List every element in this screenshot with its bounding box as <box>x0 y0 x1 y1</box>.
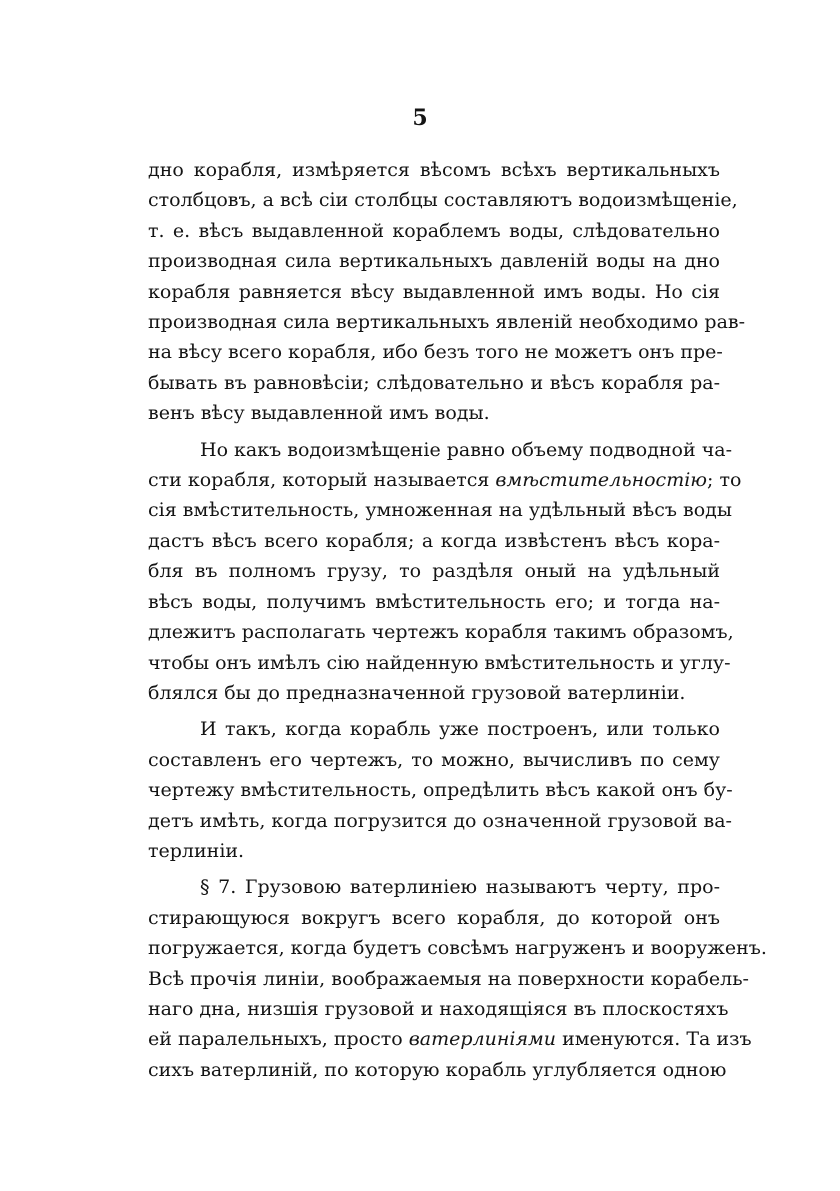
text-line: сихъ ватерлиній, по которую корабль углубляется одною <box>148 1058 727 1081</box>
text-line: блялся бы до предназначенной грузовой ватерлиніи. <box>148 681 686 704</box>
text-line: на вѣсу всего корабля, ибо безъ того не можетъ онъ пре- <box>148 341 723 364</box>
text-line: Но какъ водоизмѣщеніе равно объему подводной ча- <box>200 438 733 461</box>
paragraph-2 <box>148 435 742 709</box>
italic-term: вмѣстительностію <box>495 469 708 492</box>
paragraph-section-7 <box>148 872 767 1085</box>
text-line: производная сила вертикальныхъ явленій необходимо рав- <box>148 311 746 334</box>
text-line: погружается, когда будетъ совсѣмъ нагруженъ и вооруженъ. <box>148 937 767 960</box>
text-line: корабля равняется вѣсу выдавленной имъ воды. Но сія <box>148 280 720 303</box>
text-segment: именуются. Та изъ <box>556 1028 752 1051</box>
text-line: чертежу вмѣстительность, опредѣлить вѣсъ какой онъ бу- <box>148 779 733 802</box>
body-text <box>148 155 767 1091</box>
text-line: терлиніи. <box>148 839 245 862</box>
text-line: производная сила вертикальныхъ давленій воды на дно <box>148 250 720 273</box>
text-line: дастъ вѣсъ всего корабля; а когда извѣстенъ вѣсъ кора- <box>148 529 720 552</box>
text-line: наго дна, низшія грузовой и находящіяся въ плоскостяхъ <box>148 997 729 1020</box>
text-segment: сти корабля, который называется <box>148 469 496 492</box>
text-line: И такъ, когда корабль уже построенъ, или только <box>200 718 720 741</box>
text-line: составленъ его чертежъ, то можно, вычисливъ по сему <box>148 748 720 771</box>
text-segment: ей паралельныхъ, просто <box>148 1028 409 1051</box>
text-segment: ; то <box>707 469 742 492</box>
text-line: венъ вѣсу выдавленной имъ воды. <box>148 402 490 425</box>
text-line: бля въ полномъ грузу, то раздѣля оный на удѣльный <box>148 560 720 583</box>
paragraph-1 <box>148 155 746 429</box>
text-line: вѣсъ воды, получимъ вмѣстительность его; и тогда на- <box>148 590 720 613</box>
text-line-with-italic <box>148 1024 752 1054</box>
text-line: дно корабля, измѣряется вѣсомъ всѣхъ вертикальныхъ <box>148 159 720 181</box>
text-line: детъ имѣть, когда погрузится до означенной грузовой ва- <box>148 809 732 832</box>
paragraph-3 <box>148 714 733 866</box>
text-line: Всѣ прочія линіи, воображаемыя на поверхности корабель- <box>148 967 749 990</box>
text-line: т. е. вѣсъ выдавленной кораблемъ воды, слѣдовательно <box>148 219 720 242</box>
text-line: длежитъ располагать чертежъ корабля такимъ образомъ, <box>148 621 734 644</box>
text-line-with-italic <box>148 465 742 495</box>
italic-term: ватерлиніями <box>408 1028 557 1051</box>
text-line: стирающуюся вокругъ всего корабля, до которой онъ <box>148 906 720 929</box>
text-line: бывать въ равновѣсіи; слѣдовательно и вѣсъ корабля ра- <box>148 371 720 394</box>
text-line: сія вмѣстительность, умноженная на удѣльный вѣсъ воды <box>148 499 732 522</box>
page-number: 5 <box>412 105 428 131</box>
text-line: чтобы онъ имѣлъ сію найденную вмѣстительность и углу- <box>148 651 731 674</box>
text-line: столбцовъ, а всѣ сіи столбцы составляютъ водоизмѣщеніе, <box>148 189 738 212</box>
section-heading-line: § 7. Грузовою ватерлиніею называютъ черту, про- <box>200 876 720 899</box>
